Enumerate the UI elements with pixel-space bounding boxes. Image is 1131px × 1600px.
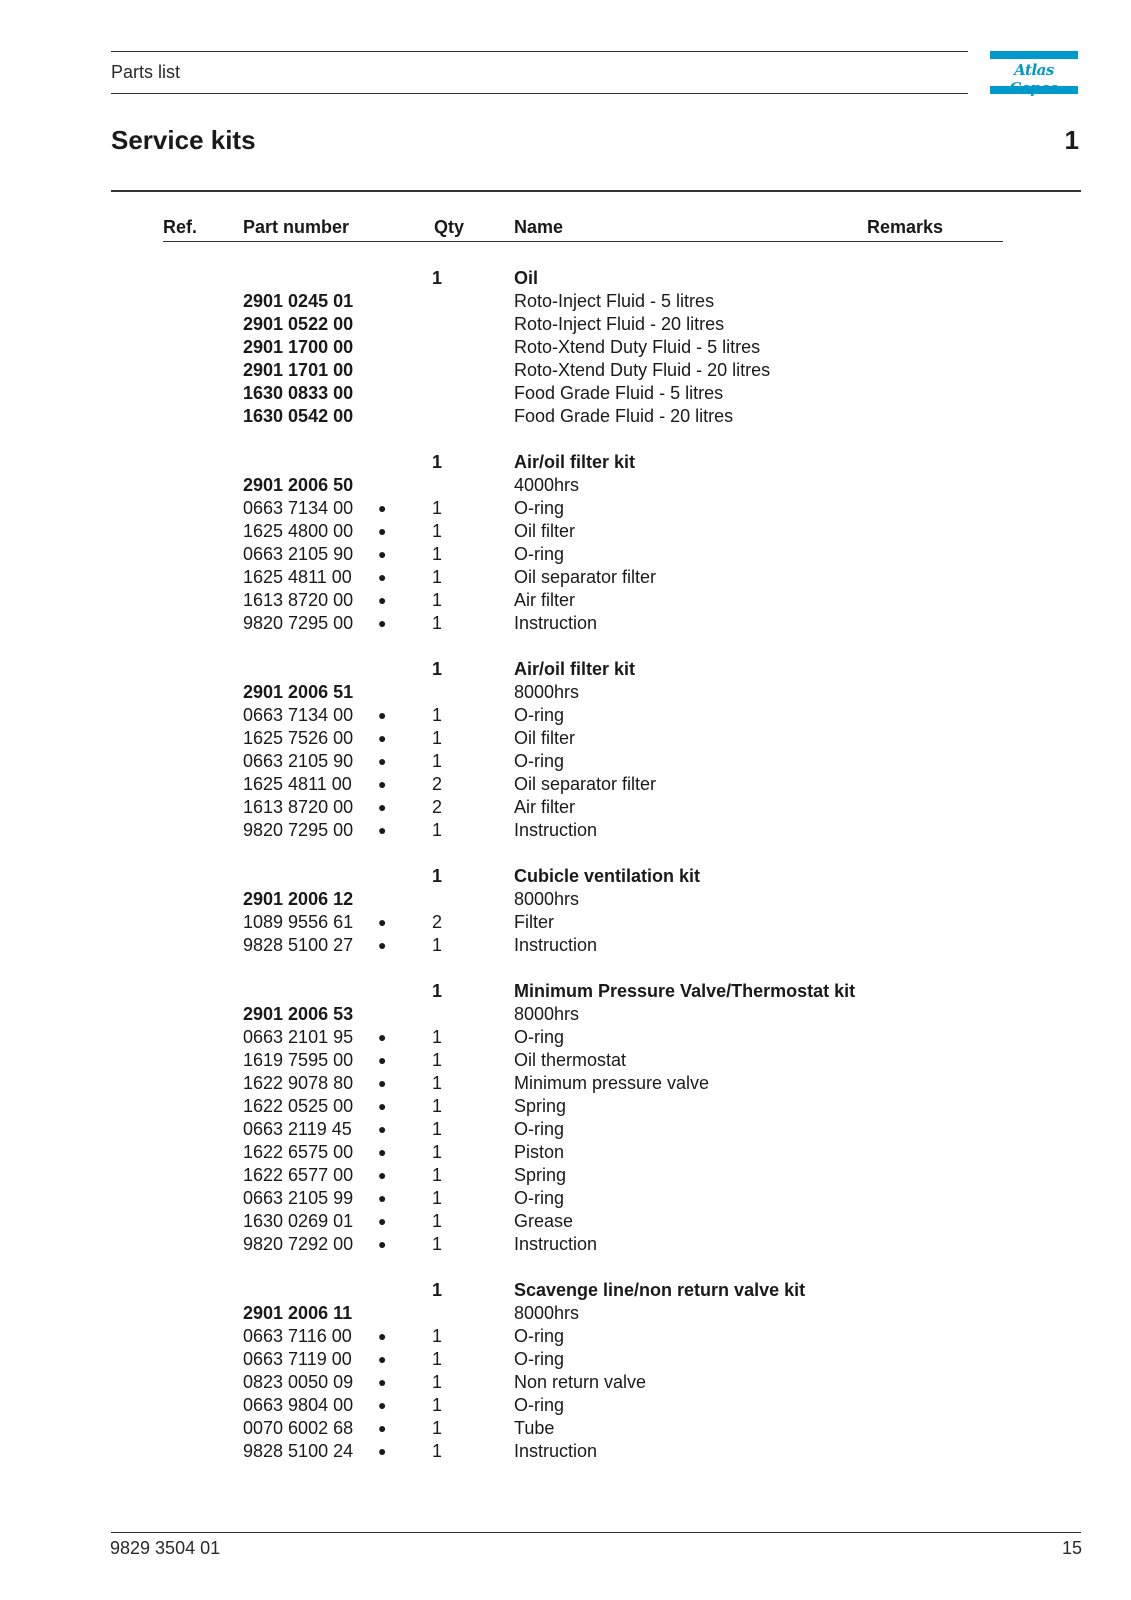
kit-qty: 1 — [432, 452, 443, 472]
part-number: 1630 0542 00 — [243, 406, 354, 426]
part-number: 2901 1700 00 — [243, 337, 354, 357]
part-qty: 1 — [432, 590, 443, 610]
part-name: Food Grade Fluid - 5 litres — [514, 383, 724, 403]
kit-title: Scavenge line/non return valve kit — [514, 1280, 806, 1300]
part-row — [0, 1325, 1131, 1348]
kit-part-number: 2901 2006 53 — [243, 1004, 354, 1024]
part-number: 0663 2119 45 — [243, 1119, 352, 1139]
footer-rule — [111, 1532, 1081, 1533]
part-name: Filter — [514, 912, 554, 932]
kit-heading-row — [0, 267, 1131, 290]
bullet-icon: ● — [378, 1397, 387, 1413]
part-name: O-ring — [514, 498, 565, 518]
part-name: O-ring — [514, 1188, 565, 1208]
bullet-icon: ● — [378, 1029, 387, 1045]
logo-text: Atlas — [1014, 61, 1054, 79]
kit-qty: 1 — [432, 1280, 443, 1300]
part-row — [0, 1026, 1131, 1049]
part-number: 1625 7526 00 — [243, 728, 354, 748]
part-number: 0663 7119 00 — [243, 1349, 352, 1369]
part-qty: 2 — [432, 797, 443, 817]
part-name: Minimum pressure valve — [514, 1073, 710, 1093]
bullet-icon: ● — [378, 1121, 387, 1137]
bullet-icon: ● — [378, 1351, 387, 1367]
part-name: Oil filter — [514, 728, 576, 748]
bullet-icon: ● — [378, 1213, 387, 1229]
bullet-icon: ● — [378, 615, 387, 631]
part-qty: 2 — [432, 912, 443, 932]
kit-group — [0, 267, 1131, 428]
part-qty: 2 — [432, 774, 443, 794]
column-header-ref: Ref. — [163, 217, 198, 237]
section-rule — [111, 190, 1081, 192]
atlas-copco-logo — [990, 51, 1078, 94]
part-row — [0, 1141, 1131, 1164]
part-number: 2901 0522 00 — [243, 314, 354, 334]
kit-number-row — [0, 1302, 1131, 1325]
column-header-qty: Qty — [434, 217, 465, 237]
section-title: Service kits — [111, 125, 256, 155]
kit-interval: 8000hrs — [514, 682, 580, 702]
part-number: 1619 7595 00 — [243, 1050, 354, 1070]
kit-number-row — [0, 888, 1131, 911]
kit-part-number: 2901 2006 51 — [243, 682, 354, 702]
part-row — [0, 382, 1131, 405]
part-number: 1613 8720 00 — [243, 797, 354, 817]
part-name: Non return valve — [514, 1372, 647, 1392]
column-header-name: Name — [514, 217, 564, 237]
part-qty: 1 — [432, 820, 443, 840]
bullet-icon: ● — [378, 1236, 387, 1252]
part-number: 1630 0269 01 — [243, 1211, 354, 1231]
part-row — [0, 819, 1131, 842]
part-number: 0663 7134 00 — [243, 498, 354, 518]
part-name: Instruction — [514, 613, 598, 633]
bullet-icon: ● — [378, 1328, 387, 1344]
part-name: O-ring — [514, 1395, 565, 1415]
part-name: O-ring — [514, 1119, 565, 1139]
part-number: 1622 6577 00 — [243, 1165, 354, 1185]
column-header-remarks: Remarks — [867, 217, 944, 237]
page-number: 15 — [1061, 1538, 1082, 1558]
part-number: 0070 6002 68 — [243, 1418, 354, 1438]
kit-interval: 8000hrs — [514, 1004, 580, 1024]
bullet-icon: ● — [378, 1443, 387, 1459]
kit-part-number: 2901 2006 11 — [243, 1303, 353, 1323]
kit-interval: 4000hrs — [514, 475, 580, 495]
part-qty: 1 — [432, 1096, 443, 1116]
part-number: 0663 2105 90 — [243, 751, 354, 771]
part-name: O-ring — [514, 1349, 565, 1369]
part-row — [0, 1210, 1131, 1233]
part-name: Oil separator filter — [514, 774, 657, 794]
part-number: 1630 0833 00 — [243, 383, 354, 403]
bullet-icon: ● — [378, 937, 387, 953]
kit-interval: 8000hrs — [514, 1303, 580, 1323]
kit-heading-row — [0, 1279, 1131, 1302]
part-name: Roto-Inject Fluid - 20 litres — [514, 314, 725, 334]
logo-top-bar — [990, 51, 1078, 59]
part-number: 0663 9804 00 — [243, 1395, 354, 1415]
part-row — [0, 1049, 1131, 1072]
bullet-icon: ● — [378, 753, 387, 769]
part-row — [0, 543, 1131, 566]
part-number: 1625 4811 00 — [243, 567, 352, 587]
bullet-icon: ● — [378, 1374, 387, 1390]
part-name: Piston — [514, 1142, 565, 1162]
kit-number-row — [0, 474, 1131, 497]
part-row — [0, 1233, 1131, 1256]
header-top-rule — [111, 51, 968, 52]
bullet-icon: ● — [378, 914, 387, 930]
part-number: 1625 4811 00 — [243, 774, 352, 794]
kit-title: Air/oil filter kit — [514, 659, 636, 679]
part-number: 1622 6575 00 — [243, 1142, 354, 1162]
part-number: 0823 0050 09 — [243, 1372, 354, 1392]
part-number: 1622 9078 80 — [243, 1073, 354, 1093]
part-qty: 1 — [432, 935, 443, 955]
kit-part-number: 2901 2006 50 — [243, 475, 354, 495]
logo-bottom-bar — [990, 86, 1078, 94]
part-row — [0, 1164, 1131, 1187]
header-bottom-rule — [111, 93, 968, 94]
part-row — [0, 497, 1131, 520]
part-row — [0, 612, 1131, 635]
part-row — [0, 1417, 1131, 1440]
part-row — [0, 1371, 1131, 1394]
part-name: Instruction — [514, 935, 598, 955]
part-row — [0, 1072, 1131, 1095]
part-qty: 1 — [432, 613, 443, 633]
bullet-icon: ● — [378, 546, 387, 562]
part-qty: 1 — [432, 1441, 443, 1461]
bullet-icon: ● — [378, 592, 387, 608]
part-name: Roto-Inject Fluid - 5 litres — [514, 291, 715, 311]
part-row — [0, 773, 1131, 796]
part-qty: 1 — [432, 1119, 443, 1139]
part-name: O-ring — [514, 1027, 565, 1047]
part-row — [0, 566, 1131, 589]
part-row — [0, 336, 1131, 359]
part-qty: 1 — [432, 1050, 443, 1070]
part-row — [0, 405, 1131, 428]
part-qty: 1 — [432, 705, 443, 725]
kit-heading-row — [0, 980, 1131, 1003]
part-number: 0663 7134 00 — [243, 705, 354, 725]
part-row — [0, 704, 1131, 727]
part-name: Air filter — [514, 590, 576, 610]
part-number: 0663 2105 90 — [243, 544, 354, 564]
part-qty: 1 — [432, 751, 443, 771]
part-number: 9828 5100 24 — [243, 1441, 354, 1461]
part-name: Instruction — [514, 1234, 598, 1254]
part-row — [0, 520, 1131, 543]
bullet-icon: ● — [378, 707, 387, 723]
column-header-rule — [163, 241, 1003, 242]
kit-title: Minimum Pressure Valve/Thermostat kit — [514, 981, 856, 1001]
part-number: 1613 8720 00 — [243, 590, 354, 610]
part-qty: 1 — [432, 1372, 443, 1392]
part-name: Oil separator filter — [514, 567, 657, 587]
bullet-icon: ● — [378, 523, 387, 539]
part-name: O-ring — [514, 705, 565, 725]
kit-number-row — [0, 681, 1131, 704]
bullet-icon: ● — [378, 822, 387, 838]
kit-heading-row — [0, 865, 1131, 888]
part-number: 1089 9556 61 — [243, 912, 354, 932]
part-number: 0663 2105 99 — [243, 1188, 354, 1208]
part-name: Grease — [514, 1211, 574, 1231]
kit-group — [0, 658, 1131, 842]
kit-group — [0, 451, 1131, 635]
part-qty: 1 — [432, 567, 443, 587]
kit-group — [0, 1279, 1131, 1463]
column-header-part-number: Part number — [243, 217, 350, 237]
part-qty: 1 — [432, 1027, 443, 1047]
part-qty: 1 — [432, 1188, 443, 1208]
bullet-icon: ● — [378, 1190, 387, 1206]
part-row — [0, 290, 1131, 313]
bullet-icon: ● — [378, 730, 387, 746]
bullet-icon: ● — [378, 1167, 387, 1183]
part-name: Oil filter — [514, 521, 576, 541]
part-qty: 1 — [432, 1211, 443, 1231]
part-number: 9820 7295 00 — [243, 820, 354, 840]
part-name: Roto-Xtend Duty Fluid - 20 litres — [514, 360, 771, 380]
part-number: 0663 7116 00 — [243, 1326, 352, 1346]
part-qty: 1 — [432, 1142, 443, 1162]
part-row — [0, 727, 1131, 750]
kit-group — [0, 865, 1131, 957]
part-qty: 1 — [432, 728, 443, 748]
bullet-icon: ● — [378, 569, 387, 585]
part-name: Air filter — [514, 797, 576, 817]
part-row — [0, 1348, 1131, 1371]
part-row — [0, 589, 1131, 612]
part-name: Oil thermostat — [514, 1050, 627, 1070]
kit-heading-row — [0, 451, 1131, 474]
bullet-icon: ● — [378, 500, 387, 516]
parts-list — [0, 267, 1131, 1486]
part-name: O-ring — [514, 544, 565, 564]
part-number: 2901 1701 00 — [243, 360, 354, 380]
part-row — [0, 1187, 1131, 1210]
part-name: Food Grade Fluid - 20 litres — [514, 406, 734, 426]
bullet-icon: ● — [378, 1144, 387, 1160]
part-qty: 1 — [432, 521, 443, 541]
part-qty: 1 — [432, 1349, 443, 1369]
part-row — [0, 1095, 1131, 1118]
kit-qty: 1 — [432, 981, 443, 1001]
bullet-icon: ● — [378, 1098, 387, 1114]
kit-heading-row — [0, 658, 1131, 681]
kit-group — [0, 980, 1131, 1256]
kit-title: Oil — [514, 268, 539, 288]
part-qty: 1 — [432, 1073, 443, 1093]
bullet-icon: ● — [378, 1075, 387, 1091]
part-name: Instruction — [514, 1441, 598, 1461]
part-name: Spring — [514, 1165, 567, 1185]
part-number: 9828 5100 27 — [243, 935, 354, 955]
bullet-icon: ● — [378, 1052, 387, 1068]
part-qty: 1 — [432, 1165, 443, 1185]
document-number: 9829 3504 01 — [110, 1538, 221, 1558]
kit-qty: 1 — [432, 268, 443, 288]
part-qty: 1 — [432, 544, 443, 564]
part-qty: 1 — [432, 1418, 443, 1438]
part-row — [0, 796, 1131, 819]
part-name: Spring — [514, 1096, 567, 1116]
part-row — [0, 313, 1131, 336]
part-row — [0, 911, 1131, 934]
part-number: 9820 7295 00 — [243, 613, 354, 633]
kit-interval: 8000hrs — [514, 889, 580, 909]
part-name: O-ring — [514, 751, 565, 771]
section-number: 1 — [1064, 125, 1079, 155]
bullet-icon: ● — [378, 799, 387, 815]
part-name: O-ring — [514, 1326, 565, 1346]
part-name: Tube — [514, 1418, 555, 1438]
part-row — [0, 750, 1131, 773]
part-qty: 1 — [432, 1326, 443, 1346]
part-qty: 1 — [432, 1234, 443, 1254]
kit-title: Air/oil filter kit — [514, 452, 636, 472]
part-qty: 1 — [432, 498, 443, 518]
part-name: Roto-Xtend Duty Fluid - 5 litres — [514, 337, 761, 357]
part-number: 1625 4800 00 — [243, 521, 354, 541]
kit-part-number: 2901 2006 12 — [243, 889, 354, 909]
kit-qty: 1 — [432, 866, 443, 886]
part-row — [0, 1440, 1131, 1463]
part-row — [0, 1118, 1131, 1141]
header-label: Parts list — [111, 62, 181, 82]
kit-number-row — [0, 1003, 1131, 1026]
part-qty: 1 — [432, 1395, 443, 1415]
bullet-icon: ● — [378, 1420, 387, 1436]
part-number: 2901 0245 01 — [243, 291, 354, 311]
bullet-icon: ● — [378, 776, 387, 792]
part-number: 9820 7292 00 — [243, 1234, 354, 1254]
part-name: Instruction — [514, 820, 598, 840]
part-row — [0, 934, 1131, 957]
part-number: 1622 0525 00 — [243, 1096, 354, 1116]
kit-qty: 1 — [432, 659, 443, 679]
part-row — [0, 359, 1131, 382]
part-row — [0, 1394, 1131, 1417]
kit-title: Cubicle ventilation kit — [514, 866, 701, 886]
part-number: 0663 2101 95 — [243, 1027, 354, 1047]
